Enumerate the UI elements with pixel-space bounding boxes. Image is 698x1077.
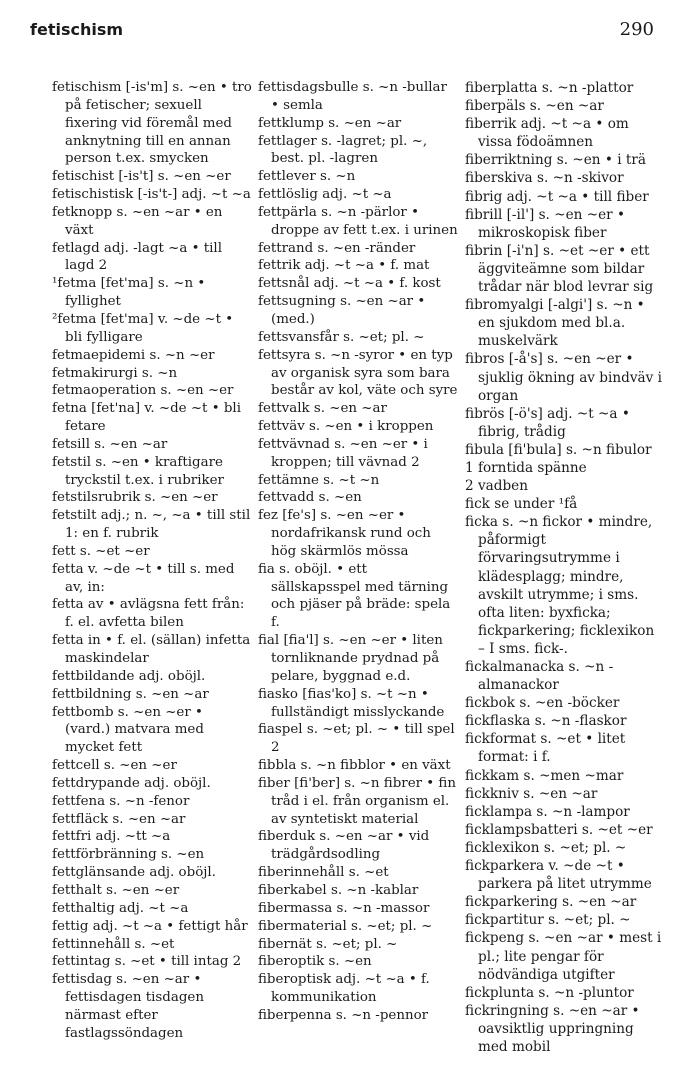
dictionary-entry: fickalmanacka s. ~n -almanackor [465,659,614,694]
guide-word: fetischism [30,20,124,39]
dictionary-entry: fibula [fi'bula] s. ~n fibulor [465,441,652,458]
dictionary-entry: fettintag s. ~et • till intag 2 [52,954,242,970]
dictionary-entry: fettbomb s. ~en ~er • (vard.) matvara med mycket fett [52,704,204,756]
dictionary-entry: fettförbränning s. ~en [52,847,205,863]
dictionary-entry: fetmaoperation s. ~en ~er [52,383,234,399]
dictionary-entry: fiberriktning s. ~en • i trä [465,152,646,169]
dictionary-entry: fettsugning s. ~en ~ar • (med.) [258,294,426,327]
dictionary-entry: fetthalt s. ~en ~er [52,882,180,898]
dictionary-entry: fetta v. ~de ~t • till s. med av, in: [52,561,235,595]
dictionary-entry: fettrand s. ~en -ränder [258,240,416,256]
dictionary-entry: fetta av • avlägsna fett från: f. el. avfetta bilen [52,597,245,631]
dictionary-entry: fettsnål adj. ~t ~a • f. kost [258,276,441,292]
dictionary-entry: fettglänsande adj. oböjl. [52,865,216,881]
dictionary-entry: fetischism [-is'm] s. ~en • tro på fetischer; sexuell fixering vid föremål med anknytning till en annan person t.ex. smycken [52,80,252,167]
dictionary-entry: fiberoptik s. ~en [258,954,372,970]
dictionary-entry: fettämne s. ~t ~n [258,472,380,488]
dictionary-entry: fiberpenna s. ~n -pennor [258,1007,429,1023]
dictionary-entry: fetstilt adj.; n. ~, ~a • till stil 1: en f. rubrik [52,508,251,542]
dictionary-entry: fettklump s. ~en ~ar [258,115,402,131]
dictionary-entry: fetna [fet'na] v. ~de ~t • bli fetare [52,401,241,435]
dictionary-entry: ficklampsbatteri s. ~et ~er [465,821,653,838]
dictionary-entry: fibrig adj. ~t ~a • till fiber [465,188,649,205]
dictionary-entry: fiberduk s. ~en ~ar • vid trädgårdsodling [258,829,430,863]
dictionary-entry: fibermassa s. ~n -massor [258,900,430,916]
dictionary-entry: fibbla s. ~n fibblor • en växt [258,758,451,774]
dictionary-entry: fettvalk s. ~en ~ar [258,401,387,417]
dictionary-entry: fett s. ~et ~er [52,543,150,559]
dictionary-entry: fetischist [-is't] s. ~en ~er [52,169,231,185]
dictionary-entry: fiaspel s. ~et; pl. ~ • till spel 2 [258,722,455,756]
dictionary-entry: fetstil s. ~en • kraftigare tryckstil t.ex. i rubriker [52,454,224,488]
dictionary-entry: fetlagd adj. -lagt ~a • till lagd 2 [52,240,222,274]
dictionary-entry: fibrill [-il'] s. ~en ~er • mikroskopisk fiber [465,206,625,241]
dictionary-entry: fickparkering s. ~en ~ar [465,894,637,911]
dictionary-entry: fiasko [fias'ko] s. ~t ~n • fullständigt misslyckande [258,686,445,720]
dictionary-entry: fia s. oböjl. • ett sällskapsspel med tärning och pjäser på bräde: spela f. [258,561,451,631]
dictionary-column-2 [258,79,458,1025]
dictionary-entry: fickpartitur s. ~et; pl. ~ [465,912,631,929]
dictionary-entry: fickparkera v. ~de ~t • parkera på litet utrymme [465,858,652,893]
dictionary-entry: fettisdag s. ~en ~ar • fettisdagen tisdagen närmast efter fastlagssöndagen [52,972,204,1041]
dictionary-entry: fickringning s. ~en ~ar • oavsiktlig uppringning med mobil [465,1002,640,1055]
dictionary-entry: fettisdagsbulle s. ~n -bullar • semla [258,80,447,113]
dictionary-entry: fibrös [-ö's] adj. ~t ~a • fibrig, trådig [465,405,630,440]
dictionary-entry: fez [fe's] s. ~en ~er • nordafrikansk rund och hög skärmlös mössa [258,508,431,559]
dictionary-entry: fettbildning s. ~en ~ar [52,686,209,702]
dictionary-entry: fibros [-å's] s. ~en ~er • sjuklig ökning av bindväv i organ [465,351,662,404]
dictionary-entry: fiberrik adj. ~t ~a • om vissa födoämnen [465,116,629,151]
dictionary-entry: fiber [fi'ber] s. ~n fibrer • fin tråd i el. från organism el. av syntetiskt material [258,775,456,827]
dictionary-entry: fettvadd s. ~en [258,490,362,506]
dictionary-entry: fibromyalgi [-algi'] s. ~n • en sjukdom med bl.a. muskelvärk [465,297,645,350]
page-number: 290 [619,19,654,40]
dictionary-entry: fettlager s. -lagret; pl. ~, best. pl. -lagren [258,133,428,167]
dictionary-entry: fettsyra s. ~n -syror • en typ av organisk syra som bara består av kol, väte och syre [258,347,458,399]
dictionary-entry: ficka s. ~n fickor • mindre, påformigt förvaringsutrymme i klädesplagg; mindre, avskilt utrymme; i sms. ofta liten: byxficka; fickparkering; ficklexikon – I sms. fick-. [465,514,655,657]
dictionary-entry: ficklampa s. ~n -lampor [465,803,630,820]
dictionary-entry: fiberoptisk adj. ~t ~a • f. kommunikation [258,972,430,1006]
dictionary-entry: fickkniv s. ~en ~ar [465,785,598,802]
dictionary-entry: fetstilsrubrik s. ~en ~er [52,490,218,506]
dictionary-entry: fickformat s. ~et • litet format: i f. [465,731,626,766]
dictionary-entry: fetsill s. ~en ~ar [52,436,168,452]
dictionary-entry: fettpärla s. ~n -pärlor • droppe av fett t.ex. i urinen [258,204,458,238]
dictionary-entry: fettbildande adj. oböjl. [52,668,206,684]
dictionary-entry: fettlöslig adj. ~t ~a [258,187,392,203]
dictionary-entry: fiberpäls s. ~en ~ar [465,98,604,115]
dictionary-column-3 [465,79,665,1056]
dictionary-entry: fettlever s. ~n [258,169,356,185]
dictionary-entry: fiberplatta s. ~n -plattor [465,80,634,96]
dictionary-entry: fiberinnehåll s. ~et [258,865,389,881]
dictionary-entry: 2 vadben [465,478,528,495]
dictionary-entry: fetmaepidemi s. ~n ~er [52,347,215,363]
dictionary-entry: ¹fetma [fet'ma] s. ~n • fyllighet [52,276,206,310]
dictionary-entry: fial [fia'l] s. ~en ~er • liten tornliknande prydnad på pelare, byggnad e.d. [258,633,443,684]
dictionary-entry: fibrin [-i'n] s. ~et ~er • ett äggviteämne som bildar trådar när blod levrar sig [465,242,654,296]
dictionary-column-1 [52,79,252,1043]
dictionary-entry: fickflaska s. ~n -flaskor [465,713,627,730]
dictionary-entry: fickplunta s. ~n -pluntor [465,984,634,1001]
dictionary-entry: fettfläck s. ~en ~ar [52,811,186,827]
dictionary-entry: fettvävnad s. ~en ~er • i kroppen; till vävnad 2 [258,436,428,470]
dictionary-entry: fick se under ¹få [465,496,578,513]
dictionary-entry: fibernät s. ~et; pl. ~ [258,936,398,952]
dictionary-entry: fiberskiva s. ~n -skivor [465,170,624,187]
dictionary-entry: fettrik adj. ~t ~a • f. mat [258,258,430,274]
dictionary-entry: ficklexikon s. ~et; pl. ~ [465,839,627,856]
dictionary-entry: fettdrypande adj. oböjl. [52,775,211,791]
dictionary-entry: fettsvansfår s. ~et; pl. ~ [258,329,425,345]
dictionary-entry: fettig adj. ~t ~a • fettigt hår [52,918,248,934]
dictionary-entry: fetischistisk [-is't-] adj. ~t ~a [52,187,251,203]
dictionary-entry: fettcell s. ~en ~er [52,758,177,774]
dictionary-entry: fettfri adj. ~tt ~a [52,829,171,845]
dictionary-entry: fickbok s. ~en -böcker [465,695,620,712]
dictionary-entry: fiberkabel s. ~n -kablar [258,882,419,898]
dictionary-entry: fetknopp s. ~en ~ar • en växt [52,204,223,238]
dictionary-entry: fetta in • f. el. (sällan) infetta maskindelar [52,633,251,666]
dictionary-entry: fettväv s. ~en • i kroppen [258,419,434,435]
dictionary-entry: fetmakirurgi s. ~n [52,365,178,381]
dictionary-entry: fickkam s. ~men ~mar [465,767,624,784]
dictionary-entry: fickpeng s. ~en ~ar • mest i pl.; lite pengar för nödvändiga utgifter [465,930,662,983]
dictionary-entry: fibermaterial s. ~et; pl. ~ [258,918,433,934]
dictionary-entry: ²fetma [fet'ma] v. ~de ~t • bli fylligare [52,311,234,345]
dictionary-entry: fettinnehåll s. ~et [52,936,175,952]
dictionary-entry: fetthaltig adj. ~t ~a [52,900,189,916]
dictionary-entry: 1 forntida spänne [465,459,587,476]
dictionary-entry: fettfena s. ~n -fenor [52,793,190,809]
